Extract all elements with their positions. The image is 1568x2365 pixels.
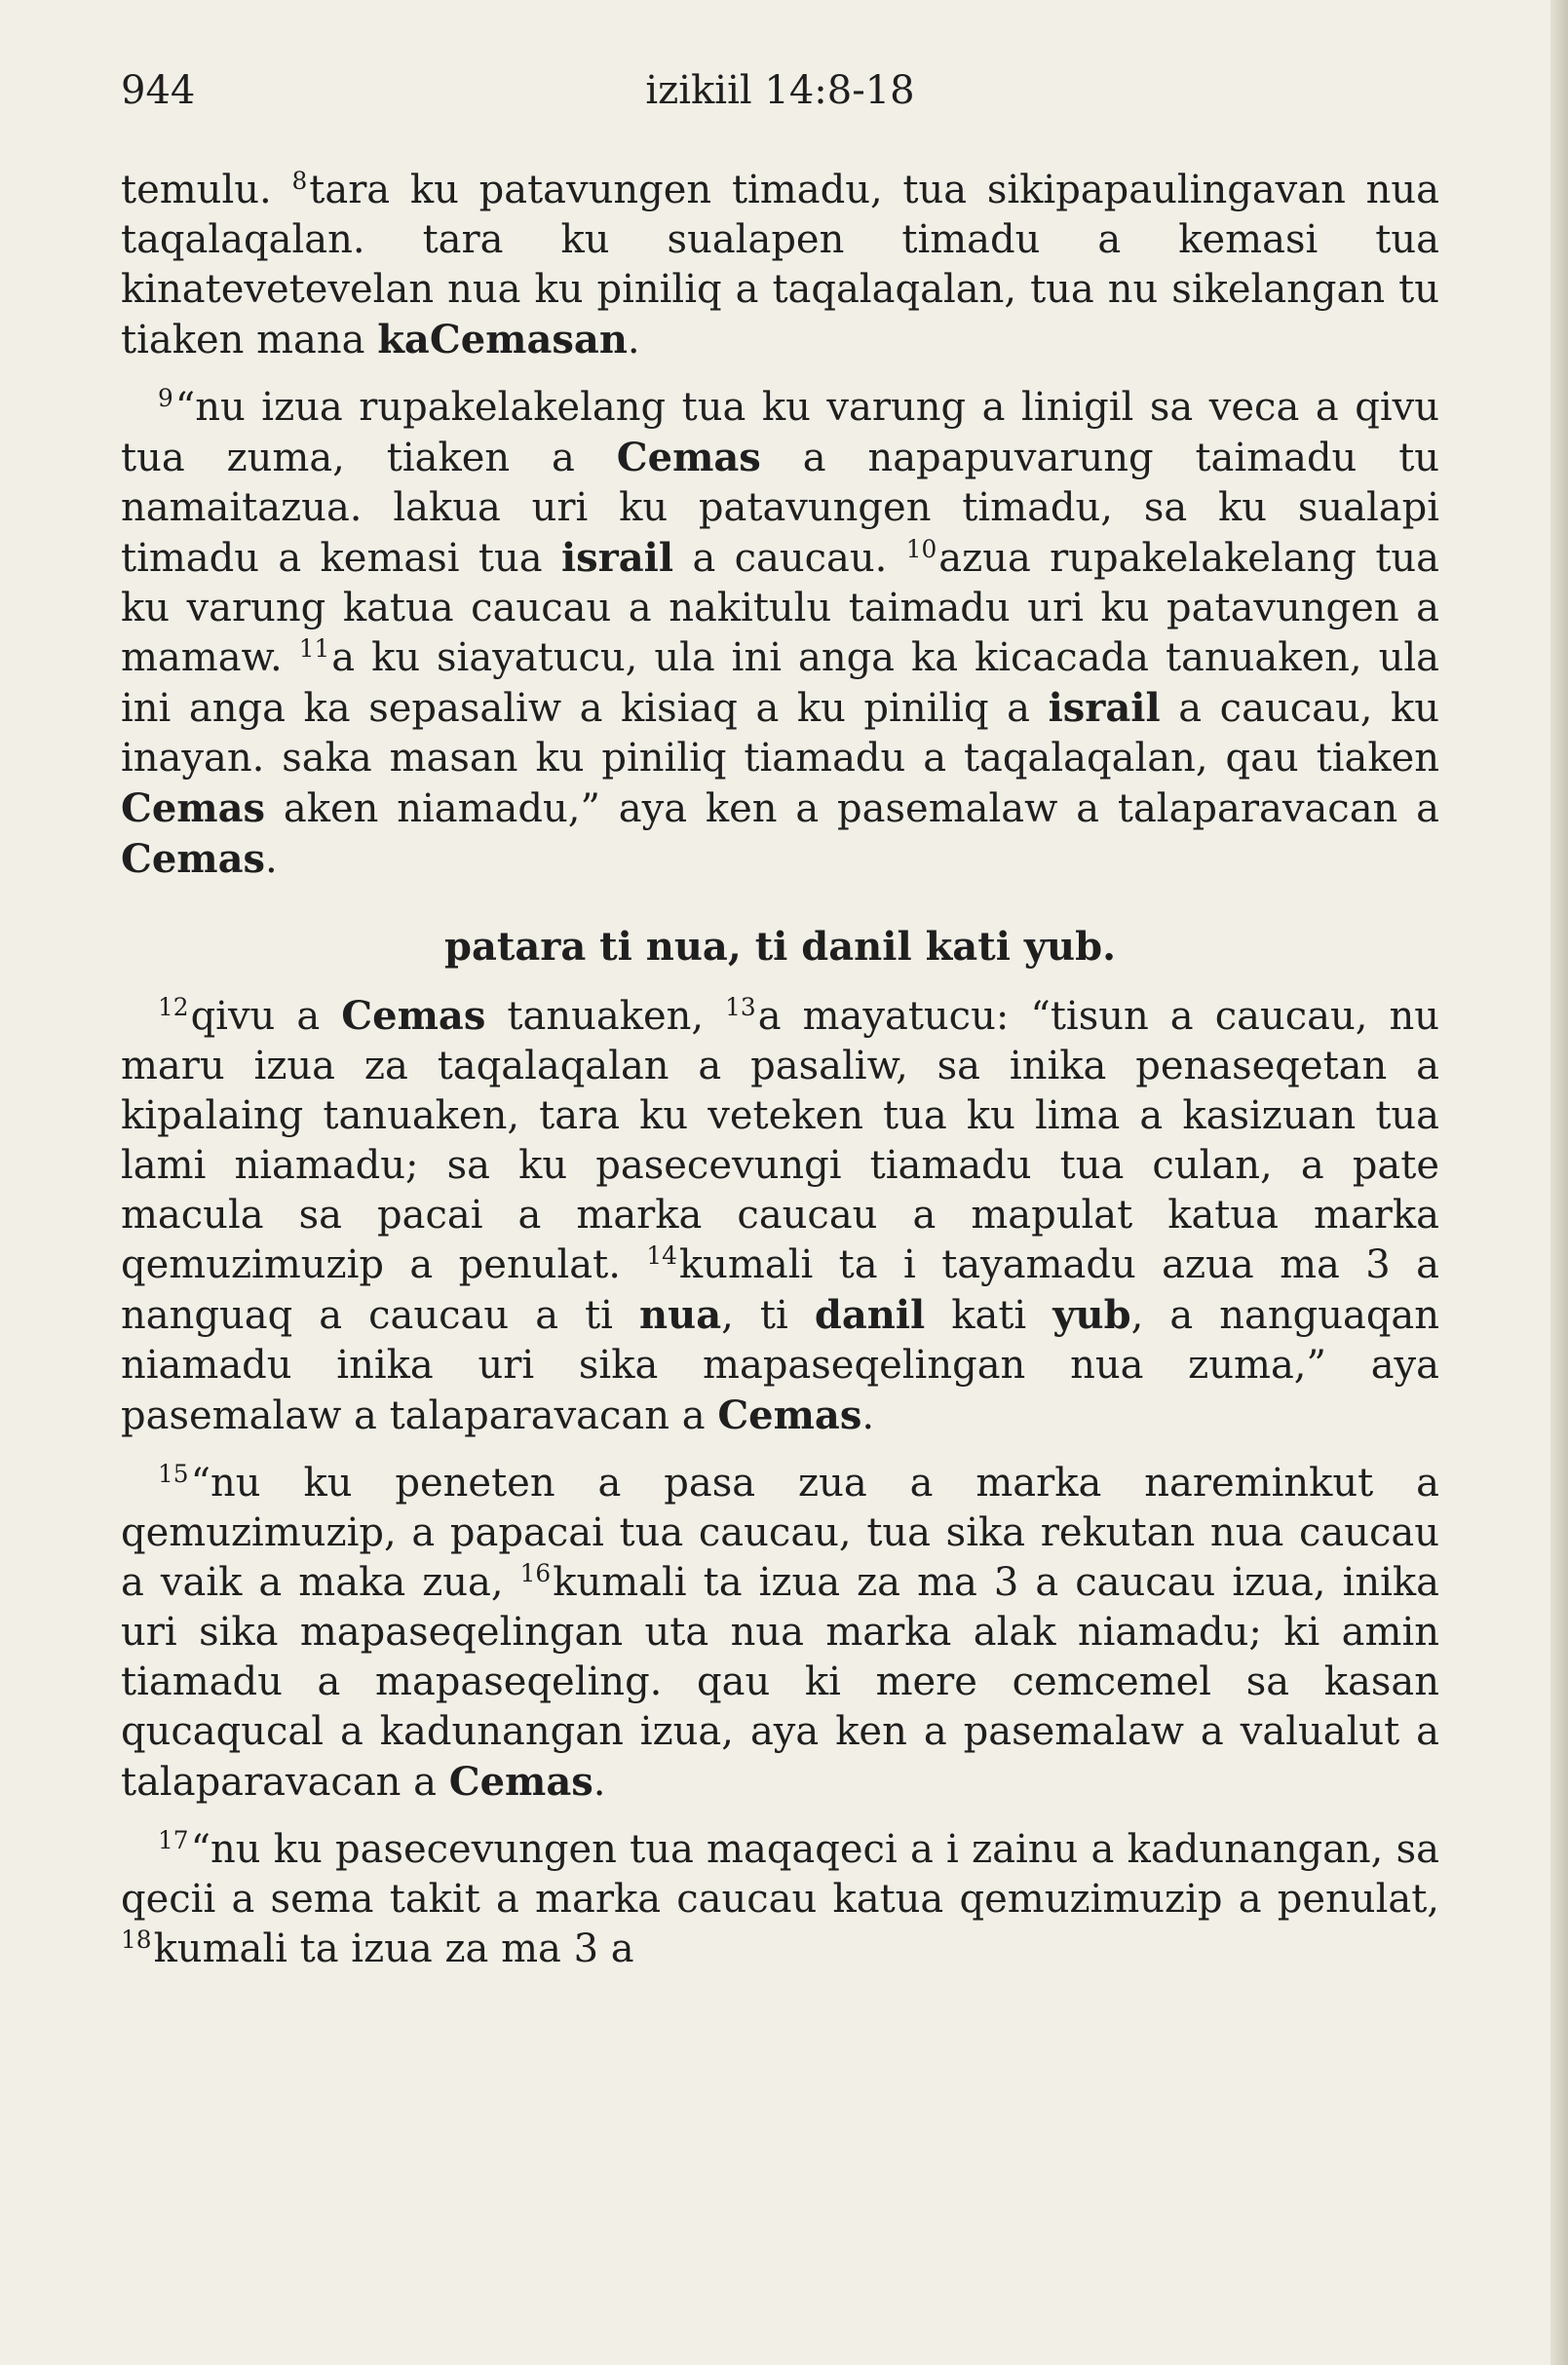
verse-number: 13 (725, 993, 756, 1022)
bold-term: nua (639, 1292, 722, 1338)
verse-number: 18 (121, 1926, 152, 1955)
bold-term: Cemas (121, 785, 266, 831)
text-run: qivu a (190, 994, 321, 1039)
text-run: a ku siayatucu, ula ini anga ka kicacada tanuaken, ula ini anga ka sepasaliw a kisiaq a ku piniliq a (121, 635, 1439, 731)
text-run: “nu izua rupakelakelang tua ku varung a linigil sa veca a qivu tua zuma, tiaken a (121, 385, 1439, 480)
verse-number: 16 (519, 1559, 552, 1588)
body-text (121, 166, 1439, 1992)
text-run: . (593, 1760, 606, 1805)
bold-term: israil (560, 535, 674, 581)
text-run: . (861, 1393, 875, 1438)
bold-term: yub (1052, 1292, 1131, 1338)
running-title: izikiil 14:8-18 (645, 68, 915, 113)
page-number: 944 (121, 68, 196, 113)
paragraph (121, 1459, 1439, 1808)
text-run: kumali ta izua za ma 3 a caucau izua, inika uri sika mapaseqelingan uta nua marka alak niamadu; ki amin tiamadu a mapaseqeling. qau ki mere cemcemel sa kasan qucaqucal a kadunangan izua, aya ken a pasemalaw a valualut a talaparavacan a (121, 1560, 1440, 1805)
text-run: kumali ta izua za ma 3 a (153, 1926, 634, 1971)
bold-term: Cemas (616, 435, 761, 480)
paragraph (121, 991, 1439, 1441)
text-run: a caucau. (692, 536, 888, 581)
verse-number: 11 (298, 634, 330, 664)
text-run: kumali ta i tayamadu azua ma 3 a nanguaq a caucau a ti (121, 1242, 1440, 1338)
bold-term: Cemas (448, 1759, 593, 1805)
text-run: , a nanguaqan niamadu inika uri sika mapaseqelingan nua zuma,” aya pasemalaw a talaparavacan a (121, 1293, 1440, 1438)
text-run: . (265, 837, 278, 882)
bold-term: kaCemasan (377, 317, 628, 362)
bold-term: Cemas (717, 1392, 862, 1438)
bold-term: israil (1048, 685, 1161, 731)
bold-term: Cemas (121, 836, 266, 882)
text-run: aken niamadu,” aya ken a pasemalaw a talaparavacan a (283, 786, 1439, 831)
text-run: , ti (721, 1293, 788, 1338)
page-header (121, 68, 1439, 127)
paragraph (121, 383, 1439, 885)
text-run: “nu ku peneten a pasa zua a marka nareminkut a qemuzimuzip, a papacai tua caucau, tua sika rekutan nua caucau a vaik a maka zua, (121, 1461, 1439, 1605)
page-edge (1550, 0, 1568, 2365)
text-run: a mayatucu: “tisun a caucau, nu maru izua za taqalaqalan a pasaliw, sa inika penaseqetan a kipalaing tanuaken, tara ku veteken tua ku lima a kasizuan tua lami niamadu; sa ku pasecevungi tiamadu tua culan, a pate macula sa pacai a marka caucau a mapulat katua marka qemuzimuzip a penulat. (121, 994, 1440, 1287)
verse-number: 17 (158, 1826, 189, 1855)
verse-number: 8 (291, 167, 308, 196)
text-run: temulu. (121, 168, 272, 212)
text-run: a caucau, ku inayan. saka masan ku piniliq tiamadu a taqalaqalan, qau tiaken (121, 686, 1439, 781)
verse-number: 14 (646, 1241, 677, 1271)
text-run: kati (951, 1293, 1027, 1338)
verse-number: 10 (905, 535, 937, 564)
verse-number: 9 (158, 384, 173, 413)
verse-number: 12 (158, 993, 189, 1022)
bold-term: danil (814, 1292, 926, 1338)
paragraph (121, 166, 1439, 365)
text-run: tara ku patavungen timadu, tua sikipapaulingavan nua taqalaqalan. tara ku sualapen timadu a kemasi tua kinatevetevelan nua ku piniliq a taqalaqalan, tua nu sikelangan tu tiaken mana (121, 168, 1440, 362)
verse-number: 15 (158, 1460, 189, 1489)
text-run: a napapuvarung taimadu tu namaitazua. lakua uri ku patavungen timadu, sa ku sualapi timadu a kemasi tua (121, 436, 1440, 581)
text-run: azua rupakelakelang tua ku varung katua caucau a nakitulu taimadu uri ku patavungen a mamaw. (121, 536, 1440, 680)
paragraph (121, 1825, 1439, 1974)
section-heading: patara ti nua, ti danil kati yub. (443, 924, 1117, 970)
text-run: tanuaken, (507, 994, 705, 1039)
text-run: . (627, 318, 640, 362)
text-run: “nu ku pasecevungen tua maqaqeci a i zainu a kadunangan, sa qecii a sema takit a marka caucau katua qemuzimuzip a penulat, (121, 1827, 1439, 1922)
bold-term: Cemas (341, 993, 486, 1039)
